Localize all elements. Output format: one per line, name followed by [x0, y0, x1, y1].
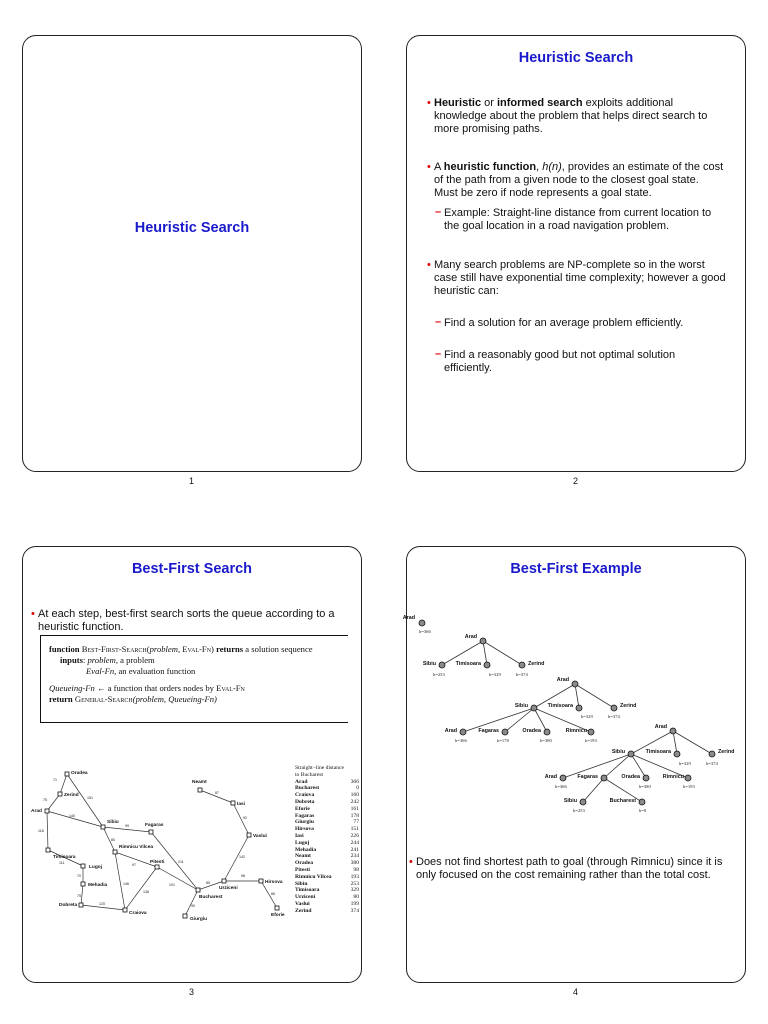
slide-2-title: Heuristic Search [518, 50, 634, 66]
node-label: Arad [544, 774, 557, 780]
distance-value: 234 [350, 853, 359, 860]
node-label: Sibiu [611, 749, 625, 755]
var: Queueing-Fn [49, 683, 95, 693]
distance-value: 193 [350, 873, 359, 880]
dist-iasi-neamt: 87 [215, 791, 219, 795]
sub-bullet-line: Find a solution for an average problem efficiently. [444, 317, 684, 329]
dash-marker: – [435, 206, 442, 218]
table-title: Straight−line distance [295, 765, 344, 771]
page-number-1: 1 [189, 476, 195, 486]
dist-oradea-sibiu: 151 [87, 796, 93, 800]
label-hirsova: Hirsova [265, 880, 283, 885]
dist-timisoara-lugoj: 111 [59, 861, 65, 865]
node-label: Timisoara [455, 661, 481, 667]
label-vaslui: Vaslui [253, 834, 267, 839]
node-label: Sibiu [514, 703, 528, 709]
node-t4-timisoara [674, 751, 680, 757]
bold-term: informed search [496, 97, 583, 109]
table-row [295, 799, 359, 806]
node-t4-rimnicu [685, 775, 691, 781]
sub-bullet-line: efficiently. [444, 362, 492, 375]
city-rimnicu [113, 850, 117, 854]
node-t3-arad [572, 681, 578, 687]
node-t3-sibiu [531, 705, 537, 711]
road-oradea-zerind [60, 774, 67, 794]
city-vaslui [247, 833, 251, 837]
label-bucharest: Bucharest [199, 895, 223, 900]
distance-value: 242 [350, 798, 359, 805]
node-t2-arad [480, 638, 486, 644]
edge [575, 684, 614, 708]
distance-value: 161 [350, 805, 359, 812]
edge [483, 641, 487, 665]
bullet-line: case still have exponential time complexity; however a good [434, 272, 726, 285]
road-bucharest-giurgiu [185, 890, 198, 916]
distance-value: 178 [350, 812, 359, 819]
bullet-line: knowledge about the problem that helps direct search to [434, 110, 708, 123]
label-dobreta: Dobreta [59, 903, 78, 908]
city-name: Hirsova [295, 826, 314, 833]
bullet-line: heuristic can: [434, 285, 499, 298]
h-value: h=193 [683, 784, 695, 789]
node-label: Arad [444, 728, 457, 734]
table-row [295, 833, 359, 840]
text: , provides an estimate of the cost [561, 161, 724, 173]
city-oradea [65, 772, 69, 776]
city-name: Pitesti [295, 866, 310, 873]
city-name: Arad [295, 778, 308, 785]
label-neamt: Neamt [192, 780, 207, 785]
node-t3-fagaras [502, 729, 508, 735]
distance-value: 160 [350, 792, 359, 799]
road-arad-sibiu [47, 811, 103, 827]
table-row [295, 779, 359, 786]
dist-dobreta-craiova: 120 [99, 902, 105, 906]
dist-bucharest-urziceni: 85 [206, 881, 210, 885]
node-t3-timisoara [576, 705, 582, 711]
h-value: h=366 [455, 738, 467, 743]
dist-vaslui-iasi: 92 [243, 816, 247, 820]
label-mehadia: Mehadia [88, 883, 108, 888]
text: exploits additional [582, 97, 674, 109]
dist-pitesti-bucharest: 101 [169, 883, 175, 887]
sub-bullet-line: the goal location in a road navigation problem. [444, 220, 670, 233]
road-oradea-sibiu [67, 774, 103, 827]
label-fagaras: Fagaras [145, 823, 164, 828]
node-t1-arad [419, 620, 425, 626]
node-label: Arad [556, 677, 569, 683]
city-pitesti [155, 865, 159, 869]
node-t4-sibiu [628, 751, 634, 757]
h-value: h=253 [433, 672, 445, 677]
label-rimnicu: Rimnicu Vilcea [119, 845, 154, 850]
dist-arad-timisoara: 118 [38, 829, 44, 833]
node-label: Timisoara [645, 749, 671, 755]
node-label: Bucharest [609, 798, 636, 804]
text: , an evaluation function [114, 666, 196, 676]
bullet-line: Many search problems are NP-complete so in the worst [434, 259, 705, 271]
node-label: Zerind [528, 661, 545, 667]
node-t2-sibiu [439, 662, 445, 668]
args: (problem, Queueing-Fn) [132, 694, 217, 704]
city-name: Bucharest [295, 785, 320, 792]
italic-term: h(n) [542, 161, 562, 173]
dist-fagaras-bucharest: 211 [178, 860, 184, 864]
road-urziceni-vaslui [224, 835, 249, 881]
city-craiova [123, 908, 127, 912]
city-name: Neamt [295, 853, 311, 860]
slide-3-title: Best-First Search [131, 561, 253, 577]
table-row [295, 792, 359, 799]
edge [483, 641, 522, 665]
sub-bullet-example [435, 206, 739, 233]
h-value: h=329 [679, 761, 691, 766]
h-value: h=253 [573, 808, 585, 813]
city-name: Lugoj [295, 839, 310, 846]
h-value: h=366 [555, 784, 567, 789]
arg: Eval-Fn [182, 644, 212, 654]
city-iasi [231, 801, 235, 805]
dist-lugoj-mehadia: 70 [77, 874, 81, 878]
node-label: Zerind [718, 749, 735, 755]
city-urziceni [222, 879, 226, 883]
h-value: h=329 [489, 672, 501, 677]
label-lugoj: Lugoj [89, 865, 103, 870]
table-row [295, 881, 359, 888]
city-sibiu [101, 825, 105, 829]
road-zerind-arad [47, 794, 60, 811]
text: a solution sequence [245, 644, 313, 654]
h-value: h=0 [639, 808, 647, 813]
sub-bullet-find-solution [435, 316, 739, 330]
h-value: h=178 [497, 738, 509, 743]
dist-arad-sibiu: 140 [69, 814, 75, 818]
colon: : [82, 655, 86, 665]
distance-value: 374 [350, 907, 359, 914]
straight-line-distance-table [295, 765, 359, 915]
city-timisoara [46, 848, 50, 852]
bullet-dot: • [427, 259, 431, 271]
bold-term: Heuristic [434, 97, 482, 109]
bullet-line: more promising paths. [434, 123, 543, 136]
node-label: Zerind [620, 703, 637, 709]
city-name: Oradea [295, 860, 314, 867]
label-pitesti: Pitesti [150, 860, 165, 865]
node-label: Sibiu [422, 661, 436, 667]
page-number-4: 4 [573, 987, 579, 997]
node-label: Rimnicu [565, 728, 587, 734]
road-pitesti-craiova [125, 867, 157, 910]
node-label: Arad [402, 615, 415, 621]
fn-name: Best-First-Search [81, 644, 147, 654]
road-mehadia-dobreta [81, 884, 83, 905]
table-row [295, 840, 359, 847]
label-urziceni: Urziceni [219, 886, 238, 891]
paren: ( [146, 644, 150, 654]
table-row [295, 806, 359, 813]
node-label: Rimnicu [662, 774, 684, 780]
table-row [295, 908, 359, 915]
page-number-2: 2 [573, 476, 579, 486]
text: a function that orders nodes by [107, 683, 217, 693]
dash-marker: – [435, 316, 442, 328]
road-arad-timisoara [47, 811, 48, 850]
dist-urziceni-hirsova: 98 [241, 874, 245, 878]
city-zerind [58, 792, 62, 796]
node-label: Timisoara [547, 703, 573, 709]
node-t2-zerind [519, 662, 525, 668]
city-name: Craiova [295, 792, 315, 799]
node-t3-oradea [544, 729, 550, 735]
node-t4-arad [670, 728, 676, 734]
road-rimnicu-craiova [115, 852, 125, 910]
bullet-shortest-path [409, 856, 741, 882]
keyword: inputs [60, 655, 83, 665]
dist-urziceni-vaslui: 142 [239, 855, 245, 859]
city-fagaras [149, 830, 153, 834]
table-rows [295, 779, 359, 915]
page-number-3: 3 [189, 987, 195, 997]
node-label: Fagaras [577, 774, 598, 780]
arg: problem [149, 644, 178, 654]
bullet-line: of the path from a given node to the closest goal state. [434, 174, 699, 187]
city-eforie [275, 906, 279, 910]
node-t4-oradea [643, 775, 649, 781]
dist-hirsova-eforie: 86 [271, 892, 275, 896]
slide-4 [402, 546, 746, 983]
city-mehadia [81, 882, 85, 886]
label-arad: Arad [31, 809, 42, 814]
best-first-trees [402, 547, 747, 984]
distance-value: 80 [353, 894, 359, 901]
table-row [295, 901, 359, 908]
distance-value: 241 [350, 846, 359, 853]
text: A [434, 161, 444, 173]
bullet-heuristic-function [427, 161, 734, 201]
var: problem [87, 655, 116, 665]
edge [575, 684, 579, 708]
city-name: Mehadia [295, 846, 317, 853]
text: , [536, 161, 543, 173]
h-value: h=366 [419, 629, 431, 634]
distance-value: 329 [350, 887, 359, 894]
comma: , [177, 644, 181, 654]
paren: ) [211, 644, 214, 654]
node-t3-rimnicu [588, 729, 594, 735]
city-dobreta [79, 903, 83, 907]
distance-value: 366 [350, 778, 359, 785]
slide-1-title: Heuristic Search [134, 220, 250, 236]
slide-2 [406, 35, 746, 472]
city-name: Urziceni [295, 894, 316, 901]
distance-value: 380 [350, 860, 359, 867]
node-t2-timisoara [484, 662, 490, 668]
city-name: Sibiu [295, 880, 308, 887]
keyword: returns [216, 644, 244, 654]
h-value: h=380 [639, 784, 651, 789]
dist-bucharest-giurgiu: 90 [191, 904, 195, 908]
city-bucharest [196, 888, 200, 892]
h-value: h=193 [585, 738, 597, 743]
city-name: Zerind [295, 907, 312, 914]
label-eforie: Eforie [271, 913, 285, 918]
dist-zerind-arad: 75 [43, 798, 47, 802]
label-craiova: Craiova [129, 911, 147, 916]
distance-value: 226 [350, 832, 359, 839]
distance-value: 98 [353, 866, 359, 873]
table-row [295, 847, 359, 854]
label-giurgiu: Giurgiu [190, 917, 208, 922]
bullet-heuristic [427, 97, 734, 137]
slide-4-title: Best-First Example [510, 561, 642, 577]
table-row [295, 813, 359, 820]
arrow: ← [94, 683, 108, 693]
h-value: h=374 [608, 714, 620, 719]
dist-rimnicu-pitesti: 97 [132, 863, 136, 867]
bullet-line: Must be zero if node represents a goal state. [434, 187, 652, 200]
dash-marker: – [435, 348, 442, 360]
node-t4-zerind [709, 751, 715, 757]
bullet-line: Does not find shortest path to goal (through Rimnicu) since it is [416, 856, 723, 868]
dist-mehadia-dobreta: 75 [77, 894, 81, 898]
city-neamt [198, 788, 202, 792]
label-timisoara: Timisoara [53, 855, 76, 860]
node-label: Arad [464, 634, 477, 640]
table-row [295, 894, 359, 901]
distance-value: 253 [350, 880, 359, 887]
bullet-line [434, 161, 734, 174]
label-oradea: Oradea [71, 771, 88, 776]
road-pitesti-bucharest [157, 867, 198, 890]
node-label: Oradea [522, 728, 541, 734]
keyword: function [49, 644, 80, 654]
node-label: Oradea [621, 774, 640, 780]
keyword: return [49, 694, 73, 704]
table-row [295, 874, 359, 881]
node-label: Arad [654, 724, 667, 730]
fn-name: Eval-Fn [216, 683, 245, 693]
table-row [295, 887, 359, 894]
edge [673, 731, 712, 754]
h-value: h=329 [581, 714, 593, 719]
bullet-np-complete [427, 259, 739, 299]
slide-1 [22, 35, 362, 472]
dist-oradea-zerind: 71 [53, 778, 57, 782]
h-value: h=374 [516, 672, 528, 677]
h-value: h=380 [540, 738, 552, 743]
table-row [295, 867, 359, 874]
node-t4-arad2 [560, 775, 566, 781]
distance-value: 151 [350, 826, 359, 833]
bullet-dot: • [409, 856, 413, 868]
city-name: Rimnicu Vilcea [295, 873, 332, 880]
distance-value: 0 [356, 785, 359, 792]
text: or [481, 97, 497, 109]
bold-term: heuristic function [443, 161, 537, 173]
city-giurgiu [183, 914, 187, 918]
node-label: Fagaras [478, 728, 499, 734]
node-t4-sibiu2 [580, 799, 586, 805]
bullet-dot: • [31, 608, 35, 620]
node-label: Sibiu [563, 798, 577, 804]
table-row [295, 785, 359, 792]
bullet-line [434, 97, 734, 110]
table-title: to Bucharest [295, 771, 324, 778]
city-arad [45, 809, 49, 813]
bullet-line: only focused on the cost remaining rather than the total cost. [416, 869, 711, 882]
bullet-line: heuristic function. [38, 621, 124, 634]
table-row [295, 826, 359, 833]
sub-bullet-line: Example: Straight-line distance from current location to [444, 207, 712, 219]
slide-3 [22, 546, 362, 983]
node-t3-arad2 [460, 729, 466, 735]
h-value: h=374 [706, 761, 718, 766]
table-row [295, 819, 359, 826]
label-zerind: Zerind [64, 793, 79, 798]
city-name: Fagaras [295, 812, 315, 819]
edge [673, 731, 677, 754]
node-t4-fagaras [601, 775, 607, 781]
node-t3-zerind [611, 705, 617, 711]
table-row [295, 860, 359, 867]
dist-rimnicu-craiova: 146 [123, 882, 129, 886]
distance-value: 199 [350, 900, 359, 907]
edge [583, 778, 604, 802]
city-name: Giurgiu [295, 819, 314, 826]
label-iasi: Iasi [237, 802, 246, 807]
node-t4-bucharest [639, 799, 645, 805]
sub-bullet-reasonable-solution [435, 348, 739, 375]
city-name: Eforie [295, 805, 310, 812]
distance-value: 244 [350, 839, 359, 846]
table-row [295, 853, 359, 860]
label-sibiu: Sibiu [107, 820, 119, 825]
text: , a problem [115, 655, 155, 665]
distance-value: 77 [353, 819, 359, 826]
var: Eval-Fn [86, 666, 115, 676]
city-name: Timisoara [295, 887, 320, 894]
city-hirsova [259, 879, 263, 883]
city-name: Iasi [295, 832, 304, 839]
city-lugoj [81, 864, 85, 868]
dist-sibiu-rimnicu: 80 [111, 838, 115, 842]
bullet-dot: • [427, 97, 431, 109]
sub-bullet-line: Find a reasonably good but not optimal solution [444, 349, 676, 361]
city-name: Dobreta [295, 798, 315, 805]
dist-sibiu-fagaras: 99 [125, 824, 129, 828]
bullet-line: At each step, best-first search sorts the queue according to a [38, 608, 335, 620]
bullet-dot: • [427, 161, 431, 173]
city-name: Vaslui [295, 900, 310, 907]
fn-name: General-Search [74, 694, 133, 704]
dist-pitesti-craiova: 138 [143, 890, 149, 894]
